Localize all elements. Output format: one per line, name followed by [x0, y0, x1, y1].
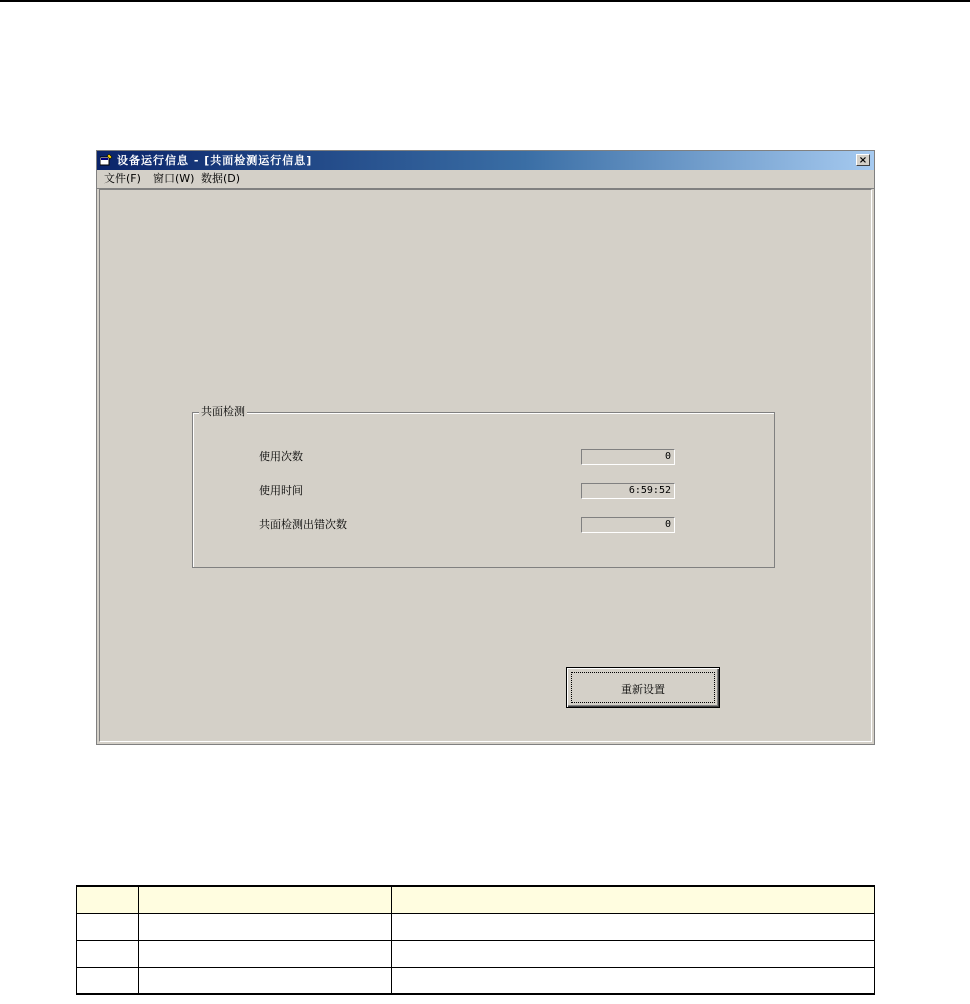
error-count-label: 共面检测出错次数	[259, 518, 347, 531]
error-count-field: 0	[581, 517, 675, 533]
table-cell	[392, 940, 875, 967]
window-title: 设备运行信息 - [共面检测运行信息]	[117, 154, 313, 167]
usage-time-field: 6:59:52	[581, 483, 675, 499]
top-rule	[0, 0, 970, 2]
table-cell	[139, 967, 392, 994]
table-cell	[139, 940, 392, 967]
usage-count-field: 0	[581, 449, 675, 465]
table-header-cell	[77, 886, 139, 913]
table-header-row	[77, 886, 875, 913]
table-cell	[77, 913, 139, 940]
app-window-icon	[100, 154, 113, 166]
reset-button[interactable]	[566, 667, 720, 708]
table-row	[77, 940, 875, 967]
device-info-window	[96, 150, 875, 745]
menu-window[interactable]: 窗口(W)	[153, 172, 195, 185]
table-cell	[139, 913, 392, 940]
menu-data[interactable]: 数据(D)	[201, 172, 241, 185]
table-header-cell	[392, 886, 875, 913]
menu-bar	[97, 170, 874, 189]
reset-button-label: 重新设置	[621, 683, 665, 696]
table-cell	[77, 967, 139, 994]
groupbox-title: 共面检测	[201, 405, 245, 418]
table-row	[77, 913, 875, 940]
menu-file[interactable]: 文件(F)	[104, 172, 141, 185]
title-bar[interactable]	[97, 151, 874, 170]
table-cell	[392, 913, 875, 940]
table-row	[77, 967, 875, 994]
usage-count-label: 使用次数	[259, 450, 303, 463]
table-cell	[77, 940, 139, 967]
close-button[interactable]	[856, 154, 870, 166]
close-icon: ×	[858, 155, 868, 166]
table-header-cell	[139, 886, 392, 913]
doc-table	[76, 885, 875, 995]
client-area	[99, 189, 872, 742]
coplanarity-groupbox	[192, 405, 775, 568]
usage-time-label: 使用时间	[259, 484, 303, 497]
table-cell	[392, 967, 875, 994]
